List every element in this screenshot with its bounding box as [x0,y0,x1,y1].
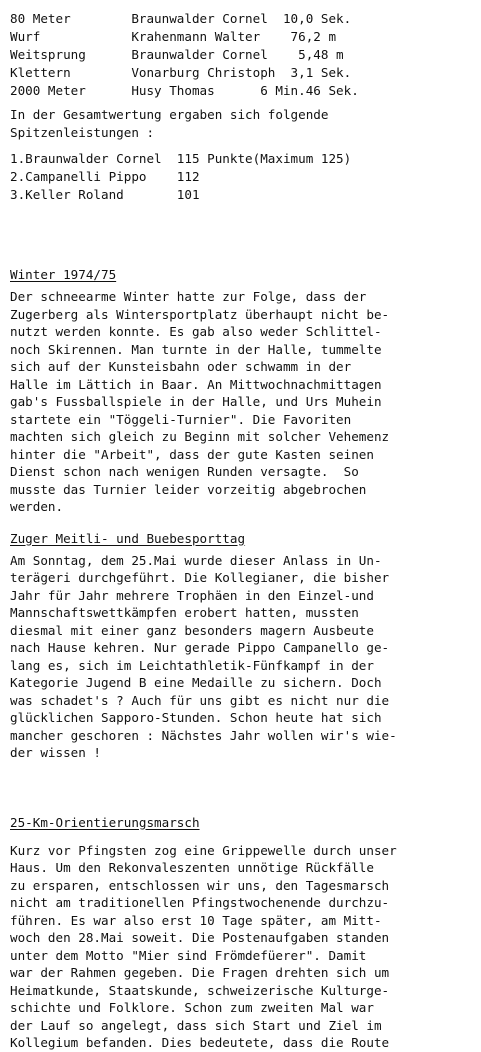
paragraph-line: Kollegium befanden. Dies bedeutete, dass die Route [10,1035,390,1050]
section-heading-orientierungsmarsch: 25-Km-Orientierungsmarsch [10,814,200,830]
paragraph-line: Heimatkunde, Staatskunde, schweizerische Kulturge- [10,982,390,998]
results-list [10,10,472,100]
paragraph-line: Halle im Lättich in Baar. An Mittwochnachmittagen [10,376,382,392]
paragraph-line: startete ein "Töggeli-Turnier". Die Favoriten [10,411,352,427]
paragraph-line: Jahr für Jahr mehrere Trophäen in den Einzel-und [10,587,374,603]
section-body-winter [10,288,472,516]
paragraph-line: terägeri durchgeführt. Die Kollegianer, die bisher [10,570,390,585]
result-line: Wurf Krahenmann Walter 76,2 m [10,29,337,44]
result-line: 2000 Meter Husy Thomas 6 Min.46 Sek. [10,83,359,98]
paragraph-line: musste das Turnier leider vorzeitig abgebrochen [10,481,367,497]
paragraph-line: war der Rahmen gegeben. Die Fragen drehten sich um [10,965,390,980]
paragraph-line: schichte und Folklore. Schon zum zweiten Mal war [10,1000,374,1015]
section-heading-zuger: Zuger Meitli- und Buebesporttag [10,530,246,546]
paragraph-line: werden. [10,499,64,514]
paragraph-line: nicht am traditionellen Pfingstwochenende durchzu- [10,895,390,910]
paragraph-line: nutzt werden konnte. Es gab also weder Schlittel- [10,324,382,339]
paragraph-line: Der schneearme Winter hatte zur Folge, dass der [10,289,367,304]
paragraph-line: nach Hause kehren. Nur gerade Pippo Campanello ge- [10,640,390,655]
paragraph-line: führen. Es war also erst 10 Tage später, am Mitt- [10,912,382,928]
ranking-list [10,150,472,204]
section-heading-winter: Winter 1974/75 [10,267,117,282]
paragraph-line: hinter die "Arbeit", dass der gute Kasten seinen [10,446,374,462]
result-line: 80 Meter Braunwalder Cornel 10,0 Sek. [10,11,352,26]
paragraph-line: noch Skirennen. Man turnte in der Halle, tummelte [10,341,382,357]
paragraph-line: woch den 28.Mai soweit. Die Postenaufgaben standen [10,930,390,945]
paragraph-line: gab's Fussballspiele in der Halle, und Urs Muhein [10,394,382,409]
summary-line: In der Gesamtwertung ergaben sich folgende [10,107,329,122]
paragraph-line: der Lauf so angelegt, dass sich Start und Ziel im [10,1017,382,1033]
result-line: Weitsprung Braunwalder Cornel 5,48 m [10,47,344,62]
document-page [10,10,472,1052]
paragraph-line: Haus. Um den Rekonvaleszenten unnötige Rückfälle [10,860,374,875]
paragraph-line: sich auf der Kunsteisbahn oder schwamm in der [10,359,352,374]
paragraph-line: Dienst schon nach wenigen Runden versagte. So [10,464,359,479]
paragraph-line: der wissen ! [10,745,101,760]
paragraph-line: glücklichen Sapporo-Stunden. Schon heute hat sich [10,710,382,725]
summary-text [10,106,472,142]
paragraph-line: Mannschaftswettkämpfen erobert hatten, mussten [10,605,359,620]
paragraph-line: mancher geschoren : Nächstes Jahr wollen wir's wie- [10,727,397,743]
paragraph-line: Am Sonntag, dem 25.Mai wurde dieser Anlass in Un- [10,552,382,568]
ranking-line: 3.Keller Roland 101 [10,187,200,202]
paragraph-line: zu ersparen, entschlossen wir uns, den Tagesmarsch [10,877,390,893]
ranking-line: 1.Braunwalder Cornel 115 Punkte(Maximum 125) [10,151,352,166]
paragraph-line: Kategorie Jugend B eine Medaille zu sichern. Doch [10,675,382,690]
section-body-zuger [10,552,472,762]
paragraph-line: lang es, sich im Leichtathletik-Fünfkampf in der [10,657,374,673]
paragraph-line: machten sich gleich zu Beginn mit solcher Vehemenz [10,429,390,444]
paragraph-line: was schadet's ? Auch für uns gibt es nicht nur die [10,692,390,708]
section-body-orientierungsmarsch [10,842,472,1052]
paragraph-line: unter dem Motto "Mier sind Frömdefüerer". Damit [10,947,367,963]
paragraph-line: diesmal mit einer ganz besonders magern Ausbeute [10,622,374,638]
summary-line: Spitzenleistungen : [10,125,155,140]
result-line: Klettern Vonarburg Christoph 3,1 Sek. [10,65,352,80]
paragraph-line: Zugerberg als Wintersportplatz überhaupt nicht be- [10,306,390,322]
paragraph-line: Kurz vor Pfingsten zog eine Grippewelle durch unser [10,842,397,858]
ranking-line: 2.Campanelli Pippo 112 [10,169,200,184]
